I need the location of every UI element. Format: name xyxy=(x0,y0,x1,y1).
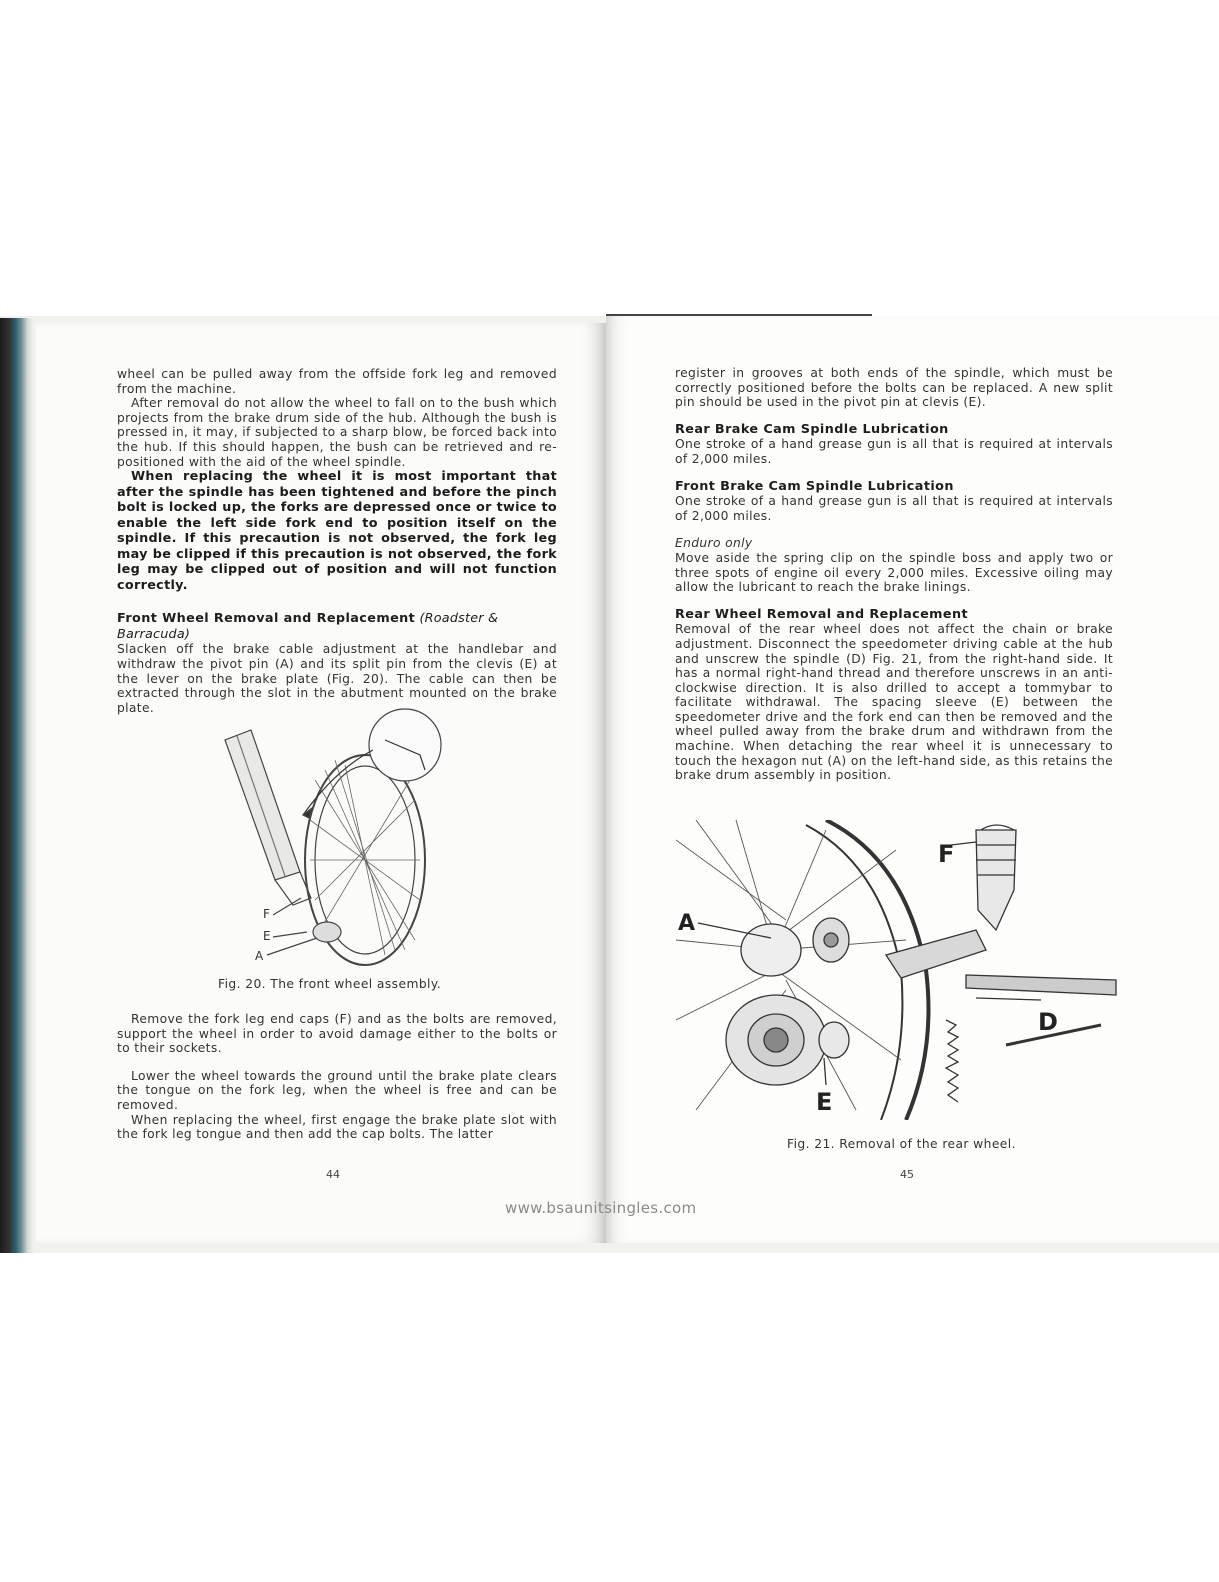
fig-21-label-d: D xyxy=(1038,1008,1058,1036)
front-wheel-paragraph: Slacken off the brake cable adjustment at the handlebar and withdraw the pivot pin (A) and its split pin from the clevis (E) at the lever on the brake plate (Fig. 20). The cable can then be extracted through the slot in the abutment mounted on the brake plate. xyxy=(117,642,557,715)
front-wheel-heading-row xyxy=(117,611,557,642)
fig-20-caption: Fig. 20. The front wheel assembly. xyxy=(218,977,442,991)
left-page-lower-text xyxy=(117,1012,557,1142)
fig-20-label-f: F xyxy=(263,907,270,921)
warning-paragraph: When replacing the wheel it is most important that after the spindle has been tightened and before the pinch bolt is locked up, the forks are depressed once or twice to enable the left side fork end to position itself on the spindle. If this precaution is not observed, the fork leg may be clipped if this precaution is not observed, the fork leg may be clipped out of position and will not function correctly. xyxy=(117,469,557,593)
front-wheel-heading: Front Wheel Removal and Replacement xyxy=(117,611,416,627)
lower-wheel-paragraph: Lower the wheel towards the ground until the brake plate clears the tongue on the fork leg, when the wheel is free and can be removed. xyxy=(117,1068,557,1112)
fig-21-label-f: F xyxy=(938,840,955,868)
rear-wheel-heading: Rear Wheel Removal and Replacement xyxy=(675,606,969,622)
rear-cam-paragraph: One stroke of a hand grease gun is all that is required at intervals of 2,000 miles. xyxy=(675,437,1113,466)
rear-wheel-paragraph: Removal of the rear wheel does not affect the chain or brake adjustment. Disconnect the speedometer driving cable at the hub and unscrew the spindle (D) Fig. 21, from the right-hand side. It has a normal right-hand thread and therefore unscrews in an anti-clockwise direction. It is also drilled to accept a tommybar to facilitate withdrawal. The spacing sleeve (E) between the speedometer drive and the fork end can then be removed and the wheel pulled away from the brake drum and withdrawn from the machine. When detaching the rear wheel it is unnecessary to touch the hexagon nut (A) on the left-hand side, as this retains the brake drum assembly in position. xyxy=(675,622,1113,783)
fig-21-label-a: A xyxy=(678,911,696,936)
enduro-label: Enduro only xyxy=(675,536,753,551)
front-cam-paragraph: One stroke of a hand grease gun is all that is required at intervals of 2,000 miles. xyxy=(675,494,1113,523)
left-page-number: 44 xyxy=(326,1168,340,1181)
enduro-paragraph: Move aside the spring clip on the spindle boss and apply two or three spots of engine oil every 2,000 miles. Excessive oiling may allow the lubricant to reach the brake linings. xyxy=(675,550,1113,595)
page-top-edge-line xyxy=(606,314,872,316)
fig-20-label-a: A xyxy=(255,949,264,963)
removal-paragraph: After removal do not allow the wheel to fall on to the bush which projects from the brake drum side of the hub. Although the bush is pressed in, it may, if subjected to a sharp blow, be forced back into the hub. If this should happen, the bush can be retrieved and re-positioned with the aid of the wheel spindle. xyxy=(117,396,557,469)
register-paragraph: register in grooves at both ends of the spindle, which must be correctly positioned before the bolts can be replaced. A new split pin should be used in the pivot pin at clevis (E). xyxy=(675,366,1113,410)
website-watermark: www.bsaunitsingles.com xyxy=(505,1199,697,1217)
right-page-number: 45 xyxy=(900,1168,914,1181)
fig-21-caption: Fig. 21. Removal of the rear wheel. xyxy=(787,1137,1016,1151)
book-page-edges xyxy=(0,318,34,1253)
front-wheel-heading-models: (Roadster & Barracuda) xyxy=(117,611,499,642)
caps-paragraph: Remove the fork leg end caps (F) and as the bolts are removed, support the wheel in order to avoid damage either to the bolts or to their sockets. xyxy=(117,1012,557,1056)
front-cam-heading: Front Brake Cam Spindle Lubrication xyxy=(675,478,954,494)
replace-wheel-paragraph: When replacing the wheel, first engage the brake plate slot with the fork leg tongue and then add the cap bolts. The latter xyxy=(117,1112,557,1142)
right-page-text xyxy=(675,366,1113,783)
fig-20-label-e: E xyxy=(263,929,271,943)
fig-20-front-wheel-drawing xyxy=(215,700,445,970)
intro-paragraph: wheel can be pulled away from the offside fork leg and removed from the machine. xyxy=(117,367,557,396)
fig-21-label-e: E xyxy=(816,1088,833,1116)
rear-cam-heading: Rear Brake Cam Spindle Lubrication xyxy=(675,421,949,437)
left-page-upper-text xyxy=(117,367,557,715)
fig-21-rear-wheel-drawing xyxy=(676,820,1126,1120)
